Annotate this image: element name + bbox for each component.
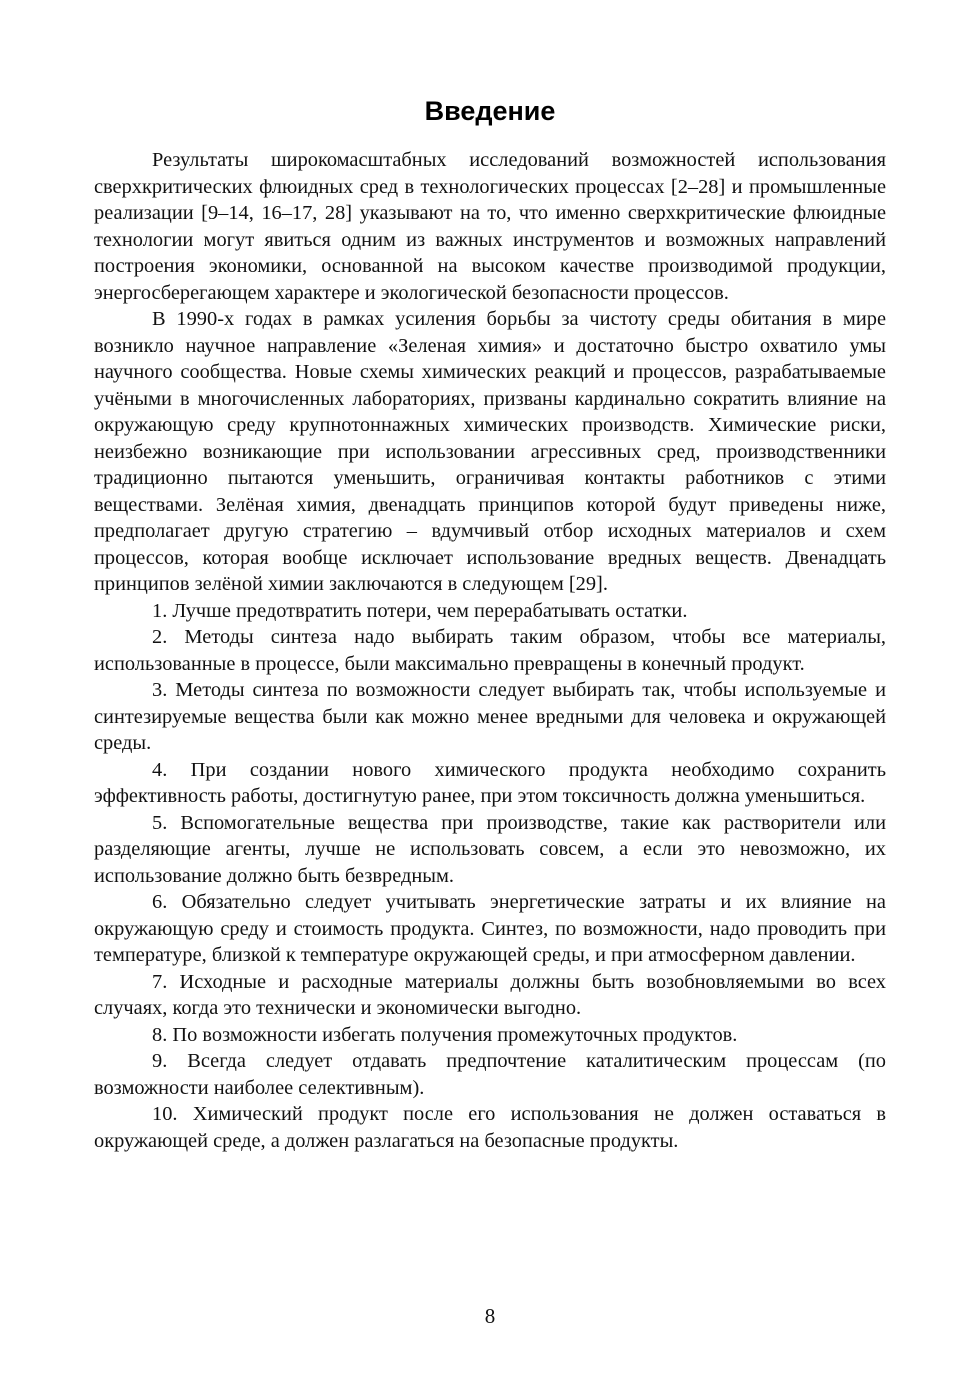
principle-7: 7. Исходные и расходные материалы должны быть возобновляемыми во всех случаях, когда это технически и экономически выгодно. (94, 970, 886, 1019)
principle-10: 10. Химический продукт после его использования не должен оставаться в окружающей среде, а должен разлагаться на безопасные продукты. (94, 1103, 886, 1152)
body-text (94, 147, 886, 1154)
principle-5: 5. Вспомогательные вещества при производстве, такие как растворители или разделяющие агенты, лучше не использовать совсем, а если это невозможно, их использование должно быть безвредным. (94, 811, 886, 887)
principle-9: 9. Всегда следует отдавать предпочтение каталитическим процессам (по возможности наиболее селективным). (94, 1050, 886, 1099)
page-number: 8 (484, 1304, 496, 1328)
principle-3: 3. Методы синтеза по возможности следует выбирать так, чтобы используемые и синтезируемые вещества были как можно менее вредными для человека и окружающей среды. (94, 679, 886, 754)
principle-2: 2. Методы синтеза надо выбирать таким образом, чтобы все материалы, использованные в процессе, были максимально превращены в конечный продукт. (94, 626, 886, 675)
principle-4: 4. При создании нового химического продукта необходимо сохранить эффективность работы, достигнутую ранее, при этом токсичность должна уменьшиться. (94, 758, 886, 807)
paragraph-intro: Результаты широкомасштабных исследований возможностей использования сверхкритических флюидных сред в технологических процессах [2–28] и промышленные реализации [9–14, 16–17, 28] указывают на то, что именно сверхкритические флюидные технологии могут явиться одним из важных инструментов и возможных направлений построения экономики, основанной на высоком качестве производимой продукции, энергосберегающем характере и экологической безопасности процессов. (94, 149, 886, 304)
paragraph-green-chemistry: В 1990-х годах в рамках усиления борьбы за чистоту среды обитания в мире возникло научное направление «Зеленая химия» и достаточно быстро охватило умы научного сообщества. Новые схемы химических реакций и процессов, разрабатываемые учёными в многочисленных лабораториях, призваны кардинально сократить влияние на окружающую среду крупнотоннажных химических производств. Химические риски, неизбежно возникающие при использовании агрессивных сред, производственники традиционно пытаются уменьшить, ограничивая контакты работников с этими веществами. Зелёная химия, двенадцать принципов которой будут приведены ниже, предполагает другую стратегию – вдумчивый отбор исходных материалов и схем процессов, которая вообще исключает использование вредных веществ. Двенадцать принципов зелёной химии заключаются в следующем [29]. (94, 308, 886, 595)
principle-6: 6. Обязательно следует учитывать энергетические затраты и их влияние на окружающую среду и стоимость продукта. Синтез, по возможности, надо проводить при температуре, близкой к температуре окружающей среды, и при атмосферном давлении. (94, 891, 886, 966)
page-title: Введение (424, 96, 556, 126)
principle-1: 1. Лучше предотвратить потери, чем перерабатывать остатки. (152, 599, 688, 622)
principle-8: 8. По возможности избегать получения промежуточных продуктов. (152, 1023, 738, 1046)
